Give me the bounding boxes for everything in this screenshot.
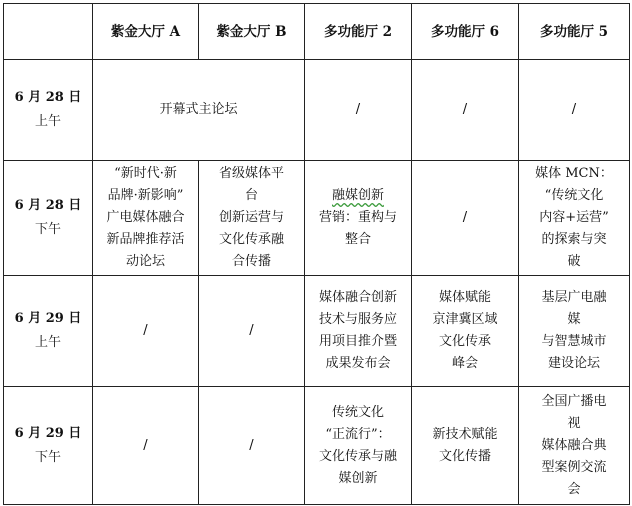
session-cell-hall-6 [412,161,519,276]
session-text-line: 内容+运营” [539,210,609,225]
half-day-label: 下午 [34,222,61,237]
session-text-line: 全国广播电 [541,393,607,409]
header-hall-a: 紫金大厅 A [93,4,199,60]
session-cell-hall-2 [305,161,412,276]
session-cell-hall-6 [412,387,519,505]
session-cell-hall-b [199,161,305,276]
session-text-line: 传统文化 [331,404,384,420]
session-text-line: 文化传播 [438,448,491,464]
header-row [4,4,630,60]
session-cell-hall-b [199,387,305,505]
session-text-line: 文化传承 [438,334,491,349]
session-text-line: 媒创新 [338,470,378,486]
session-text-line: 融媒创新 [331,188,384,203]
half-day-label: 下午 [34,449,61,465]
empty-slash: / [143,437,148,453]
session-text: 开幕式主论坛 [159,102,238,117]
time-cell [4,387,93,505]
session-text-line: 用项目推介暨 [318,334,397,349]
session-text-line: 营销：重构与 [318,210,397,225]
half-day-label: 上午 [34,114,61,129]
session-text-line: 建设论坛 [547,356,600,371]
session-cell-hall-5 [519,60,630,161]
header-corner-cell [4,4,93,60]
schedule-row [4,276,630,387]
session-text-line: 整合 [344,232,371,247]
header-hall-b: 紫金大厅 B [199,4,305,60]
session-text-line: 基层广电融 [541,290,607,305]
session-text-line: “传统文化 [544,188,604,203]
schedule-row [4,387,630,505]
session-text-line: 广电媒体融合 [106,210,185,225]
session-text-line: 新品牌推荐活 [106,232,185,247]
half-day-label: 上午 [34,335,61,350]
session-cell-hall-6 [412,60,519,161]
session-cell-hall-5 [519,161,630,276]
time-cell [4,161,93,276]
session-text-line: 新技术赋能 [432,426,498,442]
schedule-row [4,161,630,276]
session-text-line: 动论坛 [125,254,165,269]
session-text-line: 技术与服务应 [318,312,397,327]
session-text-line: 合传播 [231,254,271,269]
empty-slash: / [355,102,361,117]
header-hall-6: 多功能厅 6 [412,4,519,60]
session-text-line: 破 [567,254,581,269]
session-cell-hall-5 [519,276,630,387]
session-cell-hall-5 [519,387,630,505]
session-text-line: 文化传承与融 [318,448,397,464]
session-text-line: “新时代·新 [114,166,177,181]
session-text-line: 的探索与突 [541,232,607,247]
session-cell-hall-b [199,276,305,387]
session-text-line: 京津冀区域 [432,312,498,327]
empty-slash: / [571,102,577,117]
header-hall-2: 多功能厅 2 [305,4,412,60]
session-text-line: 媒 [567,312,581,327]
session-text-line: 峰会 [451,356,478,371]
date-label: 6 月 28 日 [14,90,82,105]
empty-slash: / [462,102,468,117]
session-cell-hall-2 [305,276,412,387]
session-cell-hall-6 [412,276,519,387]
date-label: 6 月 28 日 [14,198,82,213]
session-cell-hall-a [93,276,199,387]
session-cell-hall-2 [305,60,412,161]
date-label: 6 月 29 日 [14,311,82,326]
session-text-line: 台 [244,188,258,203]
empty-slash: / [249,323,254,338]
session-text-line: 媒体融合创新 [318,290,397,305]
forum-schedule-table [3,3,630,505]
empty-slash: / [143,323,148,338]
session-text-line: 媒体 MCN： [535,166,613,181]
session-text-line: 创新运营与 [218,210,284,225]
session-text-line: 型案例交流 [541,459,607,475]
time-cell [4,276,93,387]
session-cell-hall-a [93,387,199,505]
header-hall-5: 多功能厅 5 [519,4,630,60]
session-text-line: 媒体赋能 [438,290,491,305]
time-cell [4,60,93,161]
session-cell-hall-ab-merged [93,60,305,161]
session-text-line: 成果发布会 [325,356,391,371]
session-text-line: “正流行”： [325,426,391,442]
date-label: 6 月 29 日 [14,425,82,441]
session-text-line: 省级媒体平 [218,166,284,181]
empty-slash: / [462,210,468,225]
session-text-line: 与智慧城市 [541,334,607,349]
session-text-line: 品牌·新影响” [107,188,184,203]
session-cell-hall-2 [305,387,412,505]
session-text-line: 媒体融合典 [541,437,607,453]
session-text-line: 文化传承融 [218,232,284,247]
schedule-row [4,60,630,161]
session-cell-hall-a [93,161,199,276]
session-text-line: 视 [567,415,581,431]
empty-slash: / [249,437,254,453]
session-text-line: 会 [567,481,581,497]
